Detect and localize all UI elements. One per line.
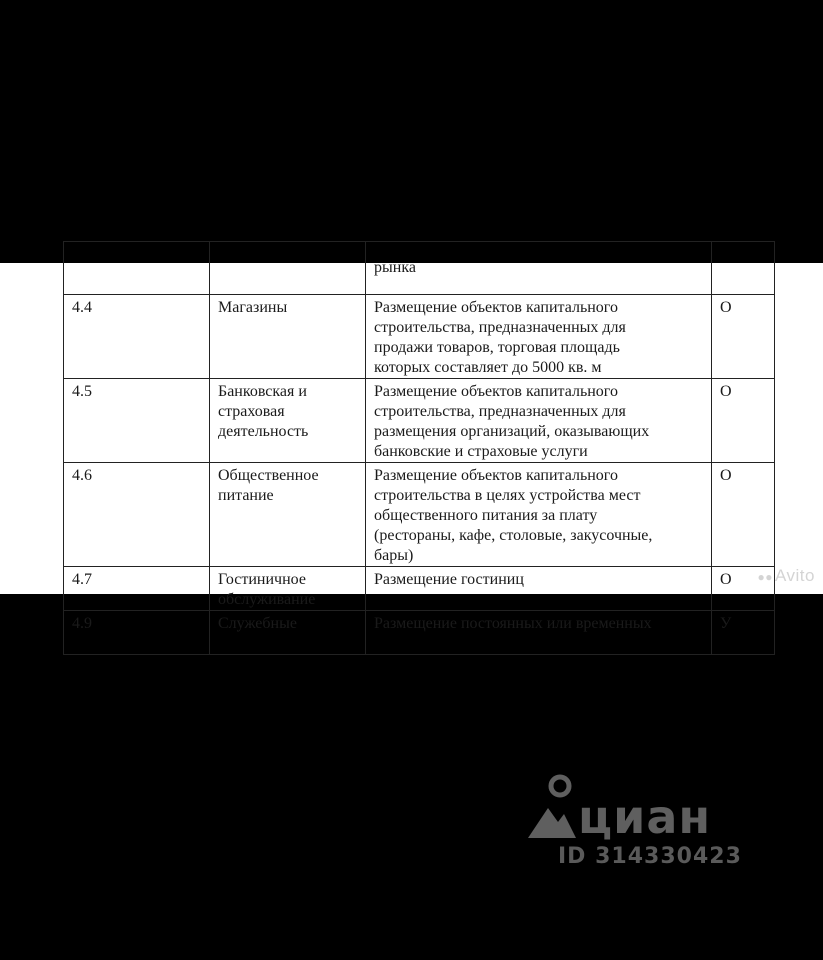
listing-id: ID 314330423 [558, 844, 742, 869]
avito-dots-icon: ●● [757, 570, 773, 584]
mark-cell [712, 242, 775, 295]
code-cell [64, 242, 210, 295]
cian-watermark [522, 770, 752, 880]
mark-cell: У [712, 611, 775, 655]
code-cell: 4.4 [64, 295, 210, 379]
table-row [64, 295, 775, 379]
table-row [64, 463, 775, 567]
cian-brand: циан [578, 790, 712, 844]
code-cell: 4.9 [64, 611, 210, 655]
description-cell: Размещение гостиниц [366, 567, 712, 611]
table-row [64, 379, 775, 463]
description-cell: рынка [366, 242, 712, 295]
code-cell: 4.7 [64, 567, 210, 611]
mark-cell: О [712, 295, 775, 379]
mark-cell: О [712, 463, 775, 567]
name-cell [210, 242, 366, 295]
avito-watermark: ●● Avito [757, 566, 815, 585]
description-cell: Размещение объектов капитального строительства, предназначенных для размещения организаций, оказывающих банковские и страховые услуги [366, 379, 712, 463]
code-cell: 4.5 [64, 379, 210, 463]
table-row [64, 567, 775, 611]
mark-cell: О [712, 379, 775, 463]
location-pin-icon [524, 772, 576, 842]
table-row [64, 611, 775, 655]
description-cell: Размещение объектов капитального строительства в целях устройства мест общественного питания за плату (рестораны, кафе, столовые, закусочные, бары) [366, 463, 712, 567]
document-page [0, 259, 823, 632]
description-cell: Размещение постоянных или временных [366, 611, 712, 655]
land-use-table [63, 241, 775, 655]
table-row [64, 242, 775, 295]
name-cell: Банковская и страховая деятельность [210, 379, 366, 463]
name-cell: Магазины [210, 295, 366, 379]
name-cell: Гостиничное обслуживание [210, 567, 366, 611]
code-cell: 4.6 [64, 463, 210, 567]
name-cell: Общественное питание [210, 463, 366, 567]
mark-cell: О [712, 567, 775, 611]
name-cell: Служебные [210, 611, 366, 655]
description-cell: Размещение объектов капитального строительства, предназначенных для продажи товаров, торговая площадь которых составляет до 5000 кв. м [366, 295, 712, 379]
